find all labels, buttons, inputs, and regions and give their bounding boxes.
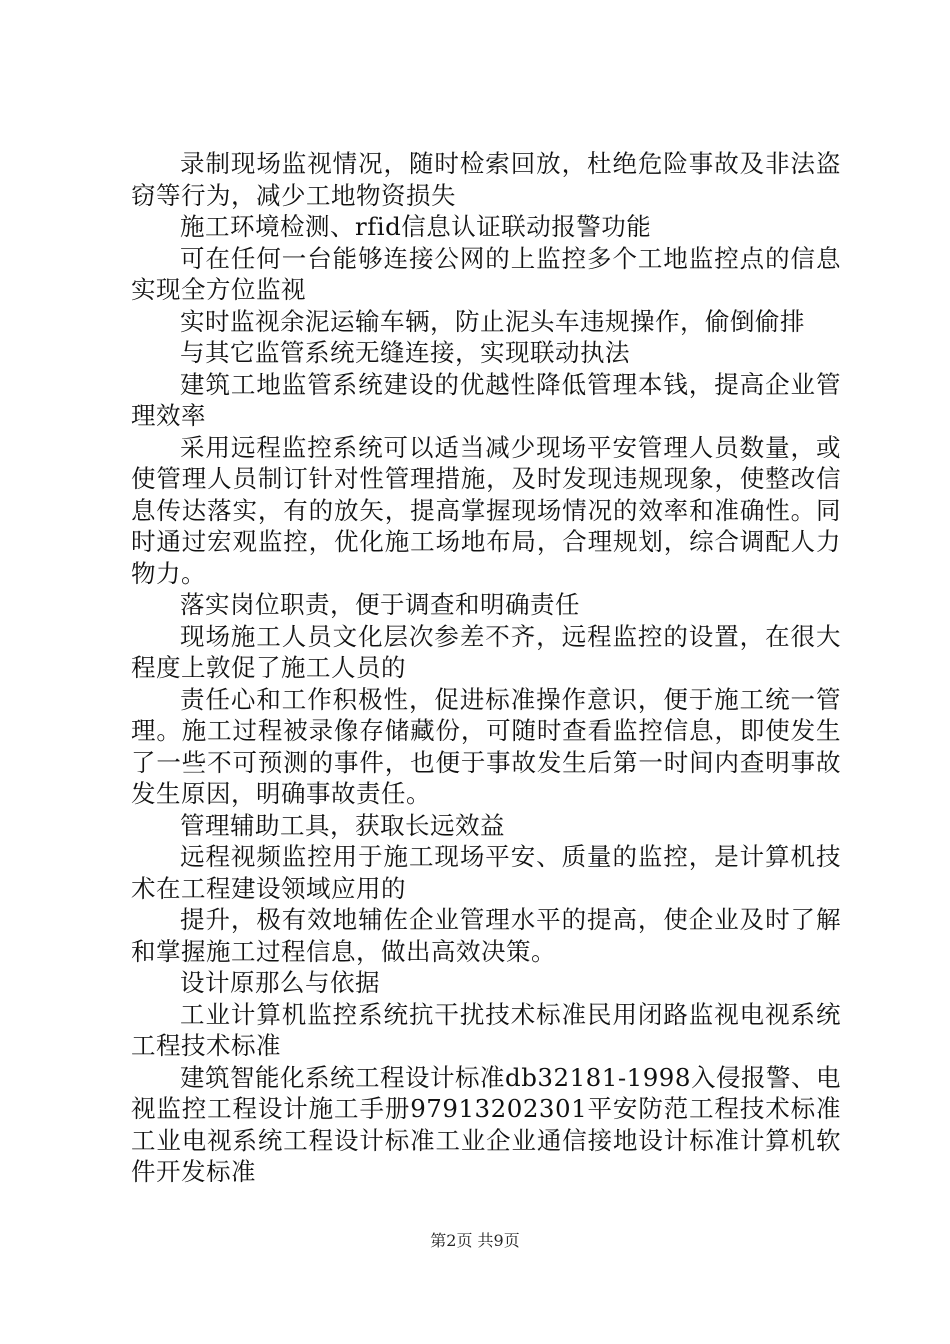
document-body (131, 148, 841, 1188)
paragraph: 责任心和工作积极性，促进标准操作意识，便于施工统一管理。施工过程被录像存储藏份，可随时查看监控信息，即使发生了一些不可预测的事件，也便于事故发生后第一时间内查明事故发生原因，明确事故责任。 (131, 684, 841, 808)
paragraph: 建筑智能化系统工程设计标准db32181-1998入侵报警、电视监控工程设计施工手册97913202301平安防范工程技术标准工业电视系统工程设计标准工业企业通信接地设计标准计算机软件开发标准 (131, 1062, 841, 1186)
paragraph: 落实岗位职责，便于调查和明确责任 (180, 590, 580, 619)
page-number-footer: 第2页 共9页 (430, 1231, 520, 1250)
paragraph: 工业计算机监控系统抗干扰技术标准民用闭路监视电视系统工程技术标准 (131, 999, 841, 1060)
paragraph: 设计原那么与依据 (180, 968, 380, 997)
paragraph: 提升，极有效地辅佐企业管理水平的提高，使企业及时了解和掌握施工过程信息，做出高效决策。 (131, 905, 841, 966)
paragraph: 现场施工人员文化层次参差不齐，远程监控的设置，在很大程度上敦促了施工人员的 (131, 621, 841, 682)
paragraph: 录制现场监视情况，随时检索回放，杜绝危险事故及非法盗窃等行为，减少工地物资损失 (131, 149, 841, 210)
paragraph: 建筑工地监管系统建设的优越性降低管理本钱，提高企业管理效率 (131, 369, 841, 430)
paragraph: 实时监视余泥运输车辆，防止泥头车违规操作，偷倒偷排 (180, 306, 805, 336)
paragraph: 与其它监管系统无缝连接，实现联动执法 (180, 338, 630, 367)
paragraph: 管理辅助工具，获取长远效益 (180, 810, 505, 840)
paragraph: 可在任何一台能够连接公网的上监控多个工地监控点的信息实现全方位监视 (131, 243, 841, 304)
paragraph: 施工环境检测、rfid信息认证联动报警功能 (180, 212, 652, 241)
paragraph: 采用远程监控系统可以适当减少现场平安管理人员数量，或使管理人员制订针对性管理措施，及时发现违规现象，使整改信息传达落实，有的放矢，提高掌握现场情况的效率和准确性。同时通过宏观监控，优化施工场地布局，合理规划，综合调配人力物力。 (131, 432, 841, 588)
paragraph: 远程视频监控用于施工现场平安、质量的监控，是计算机技术在工程建设领域应用的 (131, 842, 841, 903)
